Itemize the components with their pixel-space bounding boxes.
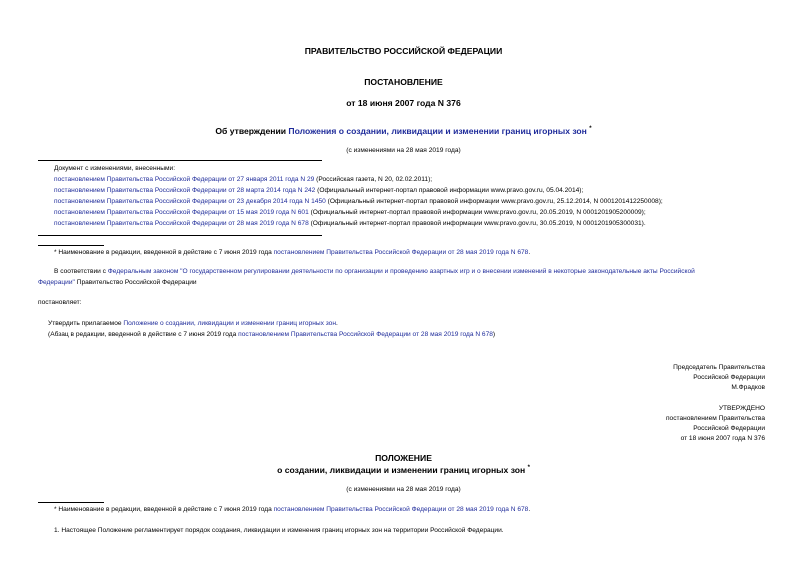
footnote-end: . — [528, 249, 531, 256]
approved-country: Российской Федерации — [693, 425, 765, 432]
title-link[interactable]: Положения о создании, ликвидации и изменении границ игорных зон — [288, 126, 587, 136]
title-prefix: Об утверждении — [215, 126, 289, 136]
preamble-line2 — [38, 279, 197, 286]
change-note: (Российская газета, N 20, 02.02.2011); — [314, 176, 433, 183]
government-heading: ПРАВИТЕЛЬСТВО РОССИЙСКОЙ ФЕДЕРАЦИИ — [304, 46, 503, 56]
footnote-2-text: * Наименование в редакции, введенной в действие с 7 июня 2019 года — [54, 506, 274, 513]
change-item — [54, 220, 646, 227]
title-footnote-mark: * — [589, 126, 592, 133]
signature-country: Российской Федерации — [693, 374, 765, 381]
approve-prefix: Утвердить прилагаемое — [48, 320, 124, 327]
decides-text: постановляет: — [38, 299, 82, 306]
regulation-edition-note: (с изменениями на 28 мая 2019 года) — [346, 486, 461, 493]
federal-law-link[interactable]: Федеральным законом "О государственном регулировании деятельности по организации и проведению азартных игр и о внесении изменений в некоторые законодательные акты Российской — [107, 268, 695, 275]
federal-law-link-continued[interactable]: Федерации" — [38, 279, 75, 286]
change-link[interactable]: постановлением Правительства Российской Федерации от 23 декабря 2014 года N 1450 — [54, 198, 326, 205]
footnote-text: * Наименование в редакции, введенной в действие с 7 июня 2019 года — [54, 249, 274, 256]
change-note: (Официальный интернет-портал правовой информации www.pravo.gov.ru, 25.12.2014, N 0001201412250008); — [325, 198, 663, 205]
signature-name: М.Фрадков — [731, 384, 765, 391]
footnote-link[interactable]: постановлением Правительства Российской Федерации от 28 мая 2019 года N 678 — [273, 249, 529, 256]
abzac-prefix: (Абзац в редакции, введенной в действие с 7 июня 2019 года — [48, 331, 239, 338]
changes-divider-bottom — [38, 235, 322, 236]
regulation-point-1: 1. Настоящее Положение регламентирует порядок создания, ликвидации и изменения границ игорных зон на территории Российской Федерации. — [54, 527, 504, 534]
document-date-number: от 18 июня 2007 года N 376 — [346, 98, 461, 108]
approved-by: постановлением Правительства — [665, 415, 765, 422]
changes-divider — [38, 160, 322, 161]
signature-position: Председатель Правительства — [673, 364, 765, 371]
regulation-subtitle — [0, 465, 807, 475]
footnote-rule — [38, 245, 104, 246]
preamble-line1 — [54, 268, 695, 275]
approved-label: УТВЕРЖДЕНО — [718, 405, 765, 412]
change-item — [54, 198, 663, 205]
footnote-2 — [54, 506, 530, 513]
regulation-link[interactable]: Положение о создании, ликвидации и изменении границ игорных зон — [123, 320, 336, 327]
footnote-2-end: . — [528, 506, 531, 513]
abzac-link[interactable]: постановлением Правительства Российской Федерации от 28 мая 2019 года N 678 — [238, 331, 493, 338]
approve-end: . — [335, 320, 338, 327]
regulation-subtitle-text: о создании, ликвидации и изменении границ игорных зон — [277, 465, 526, 475]
regulation-footnote-mark: * — [527, 465, 530, 472]
change-item — [54, 176, 432, 183]
changes-intro: Документ с изменениями, внесенными: — [54, 165, 176, 172]
change-note: (Официальный интернет-портал правовой информации www.pravo.gov.ru, 20.05.2019, N 0001201905200009); — [308, 209, 646, 216]
change-item — [54, 187, 583, 194]
preamble-prefix: В соответствии с — [54, 268, 108, 275]
change-link[interactable]: постановлением Правительства Российской Федерации от 28 мая 2019 года N 678 — [54, 220, 309, 227]
approve-paragraph — [48, 320, 338, 327]
abzac-end: ) — [492, 331, 496, 338]
document-title — [0, 126, 807, 136]
footnote — [54, 249, 530, 256]
change-item — [54, 209, 646, 216]
change-note: (Официальный интернет-портал правовой информации www.pravo.gov.ru, 30.05.2019, N 0001201905300031). — [308, 220, 646, 227]
approved-date: от 18 июня 2007 года N 376 — [680, 435, 765, 442]
change-link[interactable]: постановлением Правительства Российской Федерации от 28 марта 2014 года N 242 — [54, 187, 316, 194]
abzac-note — [48, 331, 495, 338]
change-note: (Официальный интернет-портал правовой информации www.pravo.gov.ru, 05.04.2014); — [315, 187, 584, 194]
footnote-rule-2 — [38, 502, 104, 503]
preamble-suffix: Правительство Российской Федерации — [74, 279, 197, 286]
change-link[interactable]: постановлением Правительства Российской Федерации от 15 мая 2019 года N 601 — [54, 209, 309, 216]
regulation-title: ПОЛОЖЕНИЕ — [375, 453, 432, 463]
document-type: ПОСТАНОВЛЕНИЕ — [364, 77, 443, 87]
edition-note: (с изменениями на 28 мая 2019 года) — [346, 147, 461, 154]
change-link[interactable]: постановлением Правительства Российской Федерации от 27 января 2011 года N 29 — [54, 176, 315, 183]
footnote-2-link[interactable]: постановлением Правительства Российской Федерации от 28 мая 2019 года N 678 — [273, 506, 529, 513]
